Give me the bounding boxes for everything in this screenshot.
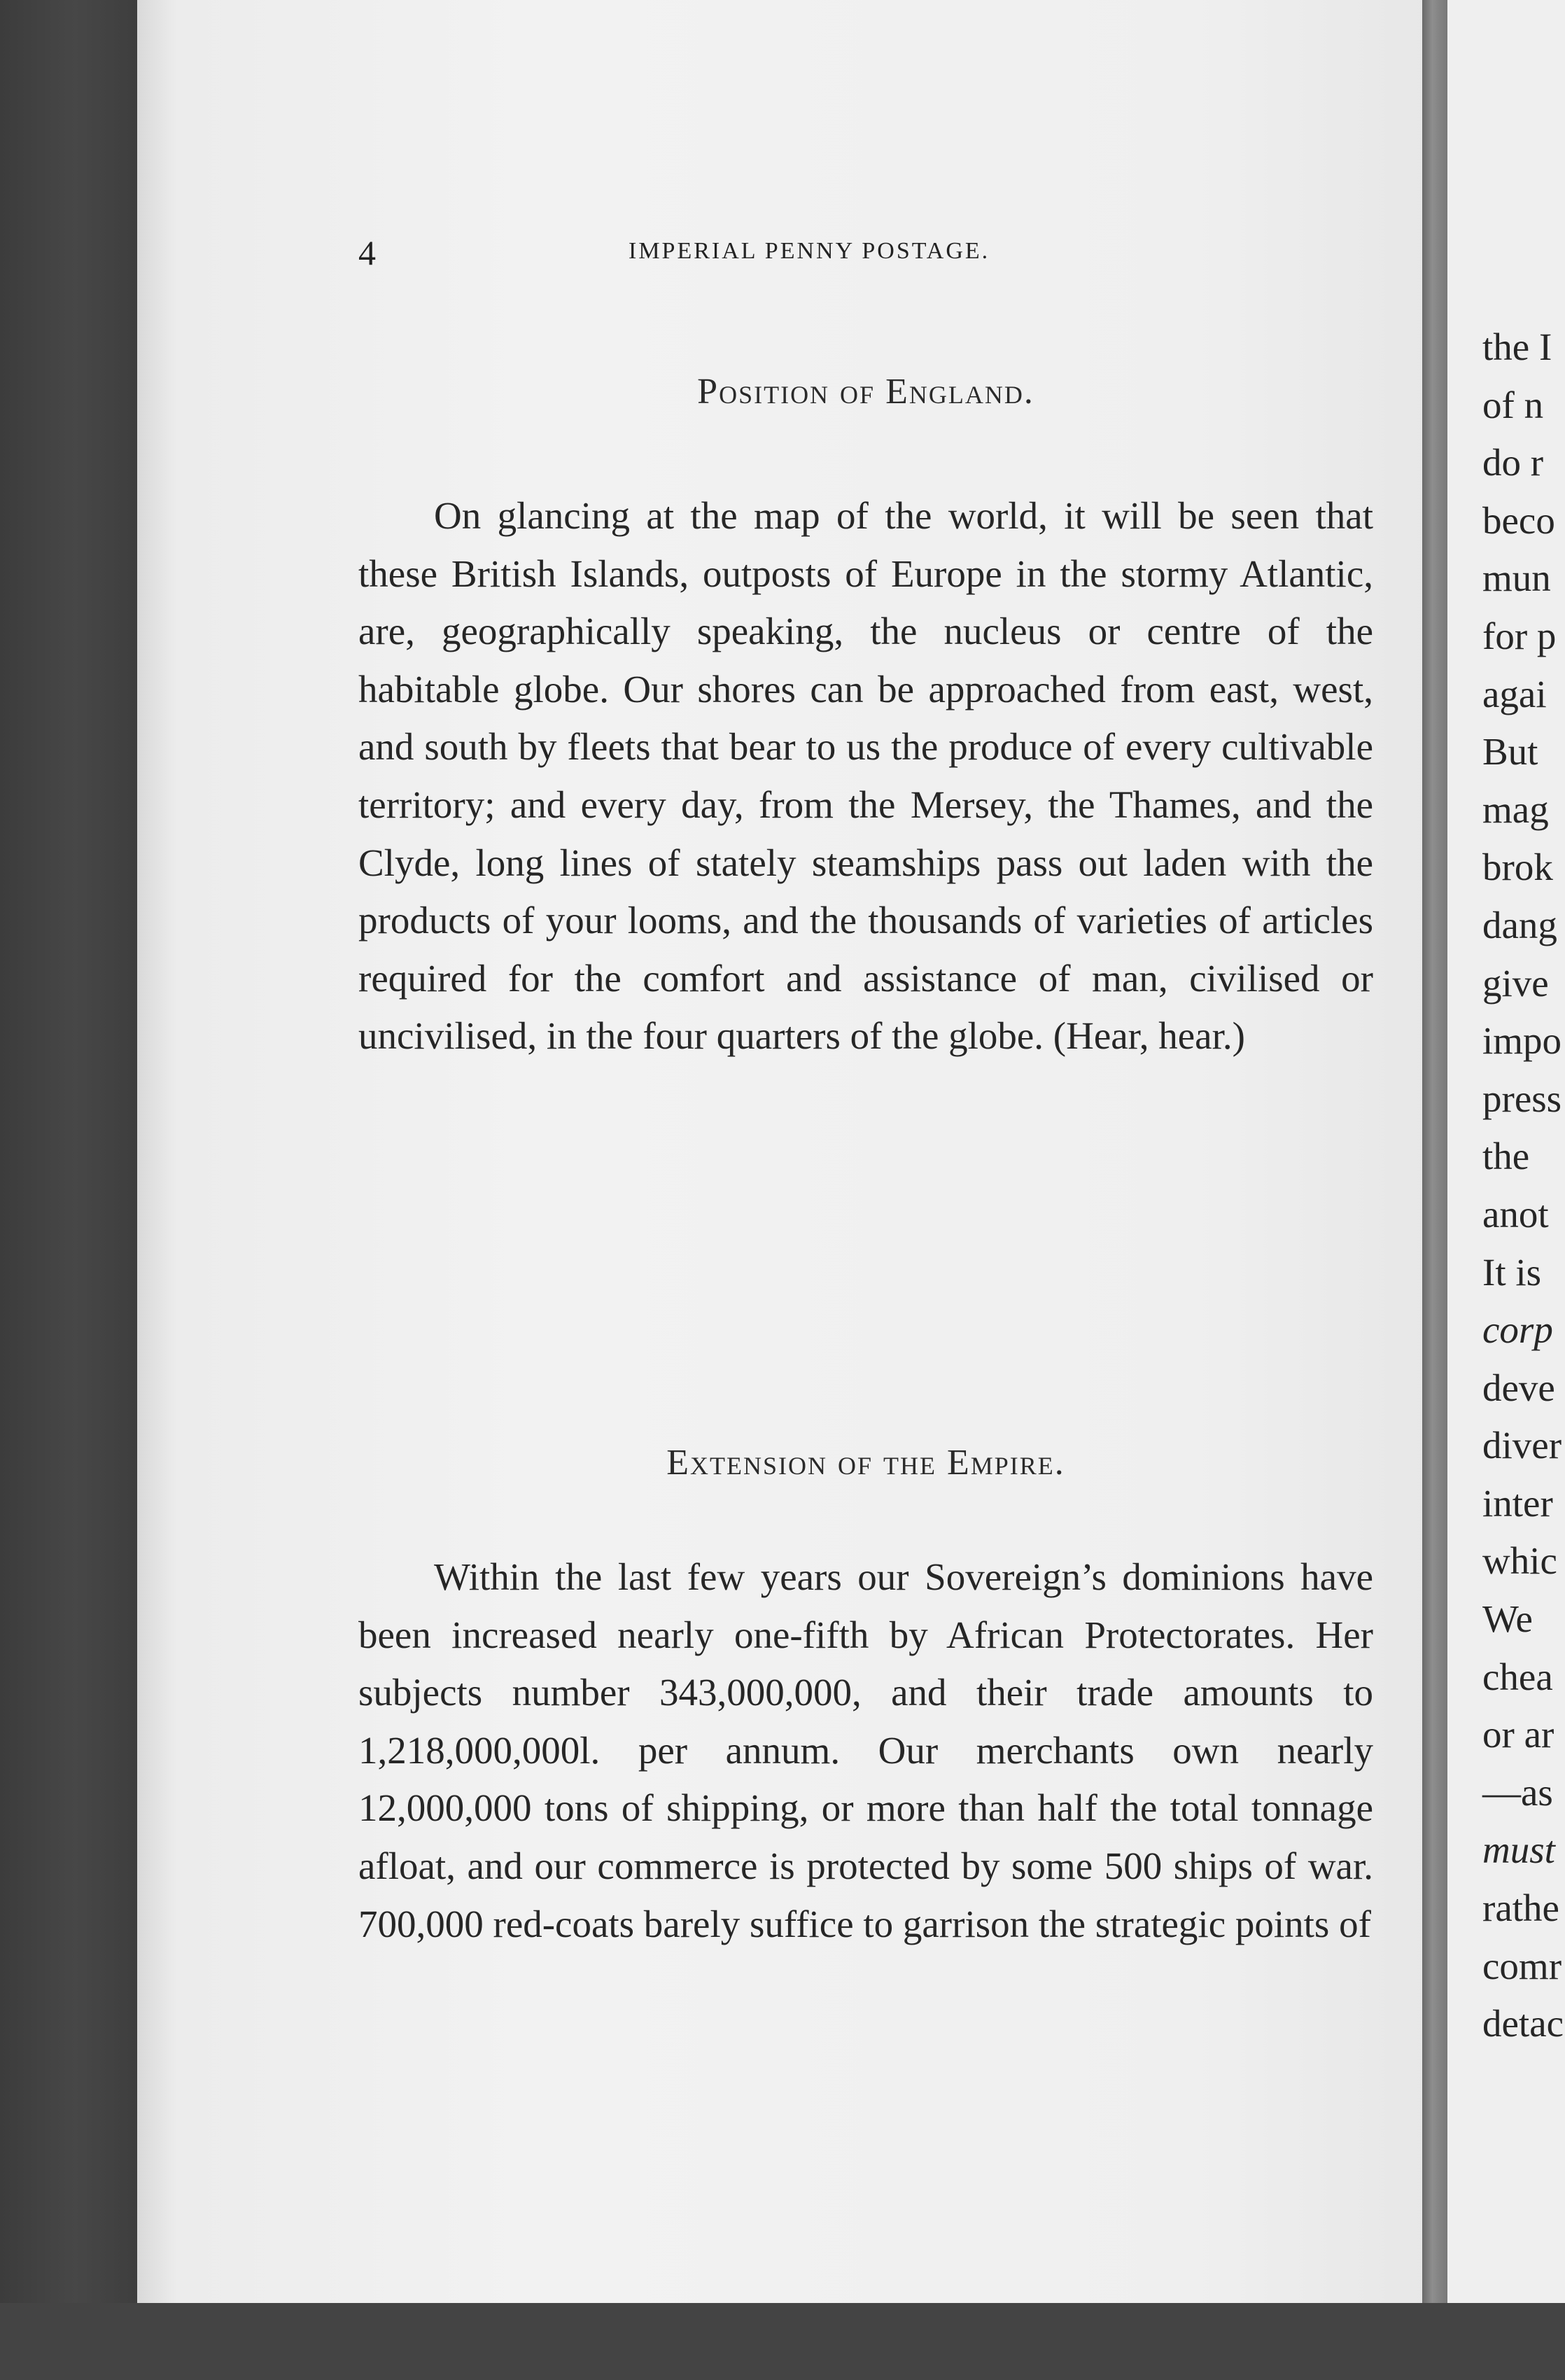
facing-line: But — [1482, 730, 1538, 774]
section-heading-extension-of-the-empire: Extension of the Empire. — [666, 1443, 1065, 1483]
facing-line: —as — [1482, 1770, 1553, 1814]
facing-page — [1447, 0, 1565, 2303]
facing-line: detac — [1482, 2002, 1564, 2045]
facing-line: the I — [1482, 326, 1552, 368]
facing-line: diver — [1482, 1424, 1562, 1467]
facing-line: must — [1482, 1828, 1555, 1872]
facing-line: comr — [1482, 1944, 1562, 1987]
facing-line: dang — [1482, 903, 1557, 946]
facing-line: mun — [1482, 556, 1551, 600]
facing-line: We — [1482, 1597, 1533, 1641]
facing-line: impo — [1482, 1019, 1562, 1063]
paragraph-position-of-england: On glancing at the map of the world, it will be seen that these British Islands, outposts of Europe in the stormy Atlantic, are, geographically speaking, the nucleus or centre of the habitable globe. Our shores can be approached from east, west, and south by fleets that bear to us the produce of every cultivable territory; and every day, from the Mersey, the Thames, and the Clyde, long lines of stately steamships pass out laden with the products of your looms, and the thousands of varieties of articles required for the comfort and assistance of man, civilised or uncivilised, in the four quarters of the globe. (Hear, hear.) — [358, 494, 1373, 1058]
film-margin-bottom — [0, 2303, 1565, 2380]
running-head — [358, 232, 1373, 274]
book-gutter — [1422, 0, 1447, 2303]
facing-line: mag — [1482, 788, 1549, 831]
film-margin-left — [0, 0, 137, 2380]
facing-line: the — [1482, 1135, 1530, 1178]
facing-line: deve — [1482, 1366, 1555, 1409]
book-page — [137, 0, 1460, 2303]
facing-line: press — [1482, 1077, 1562, 1120]
facing-line: beco — [1482, 498, 1555, 542]
facing-line: for p — [1482, 614, 1557, 657]
page-number: 4 — [358, 233, 376, 272]
facing-line: of n — [1482, 383, 1544, 426]
facing-page-text — [1482, 318, 1564, 2053]
facing-line: agai — [1482, 672, 1547, 715]
running-title: IMPERIAL PENNY POSTAGE. — [629, 238, 990, 264]
facing-line: do r — [1482, 441, 1544, 484]
paragraph-extension-of-the-empire: Within the last few years our Sovereign’s dominions have been increased nearly one-fifth by African Protectorates. Her subjects number 343,000,000, and their trade amounts to 1,218,000,000l. per annum. Our merchants own nearly 12,000,000 tons of shipping, or more than half the total tonnage afloat, and our commerce is protected by some 500 ships of war. 700,000 red-coats barely suffice to garrison the strategic points of — [358, 1555, 1373, 1945]
facing-line: anot — [1482, 1192, 1549, 1236]
facing-line: inter — [1482, 1481, 1553, 1525]
facing-line: whic — [1482, 1539, 1557, 1583]
facing-line: brok — [1482, 846, 1553, 889]
facing-line: give — [1482, 961, 1549, 1004]
facing-line: corp — [1482, 1308, 1553, 1352]
section-heading-position-of-england: Position of England. — [697, 372, 1034, 412]
facing-line: or ar — [1482, 1713, 1555, 1756]
facing-line: It is — [1482, 1250, 1542, 1294]
facing-line: chea — [1482, 1655, 1553, 1698]
facing-line: rathe — [1482, 1886, 1559, 1930]
